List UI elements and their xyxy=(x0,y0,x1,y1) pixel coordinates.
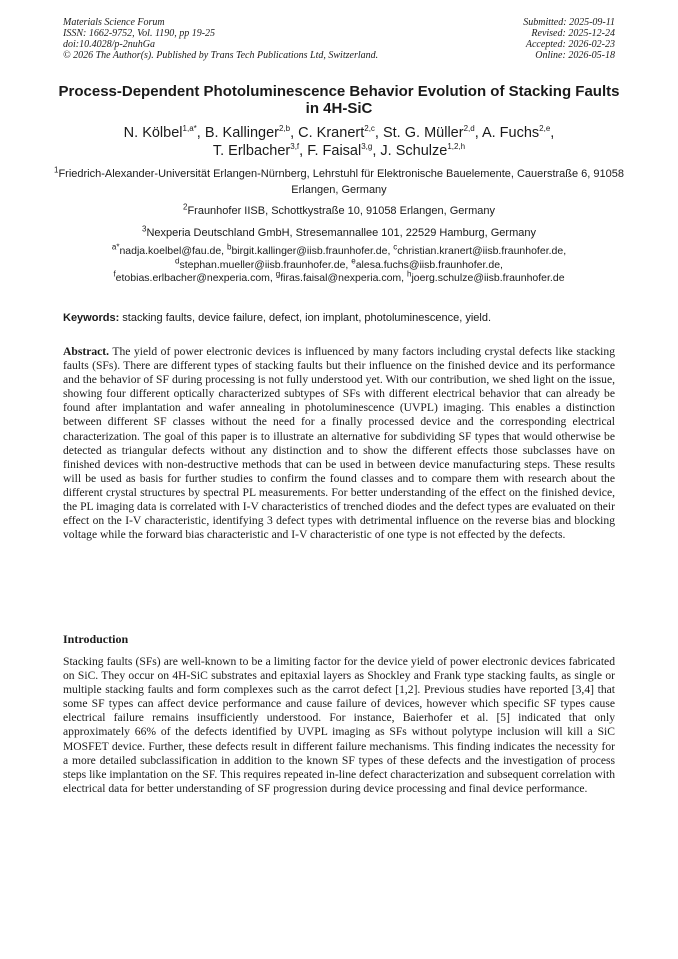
email-link[interactable]: $^g$firas.faisal@nexperia.com, xyxy=(275,269,407,284)
online-date: Online: 2026-05-18 xyxy=(535,50,615,61)
author: St. G. Müller$^{2,d}$ xyxy=(382,124,475,141)
journal-issn: ISSN: 1662-9752, Vol. 1190, pp 19-25 xyxy=(63,28,216,39)
revised-date: Revised: 2025-12-24 xyxy=(531,28,615,39)
affiliation: $^2$Fraunhofer IISB, Schottkystraße 10, 91058 Erlangen, Germany xyxy=(182,202,495,217)
author-list: N. Kölbel$^{1,a*}$, B. Kallinger$^{2,b}$, C. Kranert$^{2,c}$, St. G. Müller$^{2,d}$, A. Fuchs$^{2,e}$, T. Erlbacher$^{3,f}$, F. Faisal$^{3,g}$, J. Schulze$^{1,2,h}$ xyxy=(123,124,555,159)
journal-name: Materials Science Forum xyxy=(63,17,165,28)
author: A. Fuchs$^{2,e}$ xyxy=(481,124,551,141)
author: T. Erlbacher$^{3,f}$ xyxy=(212,142,300,159)
affiliation: $^3$Nexperia Deutschland GmbH, Stresemannallee 101, 22529 Hamburg, Germany xyxy=(142,224,536,239)
copyright-line: © 2026 The Author(s). Published by Trans Tech Publications Ltd, Switzerland. xyxy=(63,50,379,61)
introduction-text: Stacking faults (SFs) are well-known to be a limiting factor for the device yield of power electronic devices fabricated on SiC. They occur on 4H-SiC substrates and epitaxial layers as Shockley and Frank type stacking faults, as single or multiple stacking faults and form complexes such as the carrot defect [1,2]. Previous studies have reported [3,4] that some SF types can affect device performance and cause failure of devices, however which specific SF types cause electrical failure remains insufficiently understood. For instance, Baierhofer et al. [5] indicated that only approximately 66% of the defects identified by UVPL imaging as SFs without polytype inclusion will kill a SiC MOSFET device. Further, these defects result in different failure mechanisms. This finding indicates the necessity for a more detailed subclassification in addition to the known SF types of these defects and the investigation of process steps like implantation on the SF. This requires repeated in-line defect characterization and subsequent correlation with electrical data for better understanding of SF progression during device processing and final device performance. xyxy=(63,655,615,795)
journal-doi[interactable]: doi:10.4028/p-2nuhGa xyxy=(63,39,155,50)
author: C. Kranert$^{2,c}$ xyxy=(298,124,375,141)
email-link[interactable]: $^f$etobias.erlbacher@nexperia.com, xyxy=(113,269,276,284)
keywords-label: Keywords: xyxy=(63,312,120,324)
keywords-text: stacking faults, device failure, defect, ion implant, photoluminescence, yield. xyxy=(119,312,492,324)
email-link[interactable]: $^b$birgit.kallinger@iisb.fraunhofer.de, xyxy=(227,242,394,257)
author: F. Faisal$^{3,g}$ xyxy=(307,142,373,159)
email-link[interactable]: $^h$joerg.schulze@iisb.fraunhofer.de xyxy=(407,269,565,284)
email-link[interactable]: $^c$christian.kranert@iisb.fraunhofer.de, xyxy=(393,242,567,257)
abstract-label: Abstract. xyxy=(63,345,110,358)
email-list xyxy=(40,242,638,286)
author: B. Kallinger$^{2,b}$ xyxy=(204,124,291,141)
author: J. Schulze$^{1,2,h}$ xyxy=(380,142,466,159)
journal-header xyxy=(63,17,378,61)
author: N. Kölbel$^{1,a*}$ xyxy=(123,124,197,141)
abstract-text: The yield of power electronic devices is influenced by many factors including crystal defects like stacking faults (SFs). There are different types of stacking faults but their influence on the finished device and its performance and the behavior of SF during processing is not fully understood yet. With our contribution, we shed light on the issue, showing four different optically characterized subtypes of SFs with different electrical behavior that can already be found after implantation and wafer annealing in photoluminescence (UVPL) imaging. This enables a distinction between different SF classes without the need for a finally processed device and the corresponding electrical characterization. The goal of this paper is to illustrate an alternative for subdividing SF types that would otherwise be detected as triangular defects without any distinction and to show the different effects those subclasses have on finished devices with non-destructive methods that can be used in between device manufacturing steps. These results will be used as basis for further studies to confirm the found classes and to compare them with research about the different crystal structures by spectral PL measurements. For better understanding of the effect on the finished device, the PL imaging data is correlated with I-V characteristics of trenched diodes and the defect types are evaluated on their effect on the I-V characteristic, identifying 3 defect types with detrimental influence on the reverse bias and blocking voltage while the forward bias characteristic and I-V characteristic of one type is not effected by the defects. xyxy=(63,345,615,542)
dates-header xyxy=(523,17,615,61)
paper-title: Process-Dependent Photoluminescence Behavior Evolution of Stacking Faults in 4H-SiC xyxy=(58,83,620,117)
email-link[interactable]: $^d$stephan.mueller@iisb.fraunhofer.de, xyxy=(175,256,352,271)
section-heading: Introduction xyxy=(63,632,129,646)
email-link[interactable]: $^{a*}$nadja.koelbel@fau.de, xyxy=(111,242,228,257)
submitted-date: Submitted: 2025-09-11 xyxy=(523,17,615,28)
accepted-date: Accepted: 2026-02-23 xyxy=(525,39,615,50)
email-link[interactable]: $^e$alesa.fuchs@iisb.fraunhofer.de, xyxy=(351,256,503,271)
affiliation: $^1$Friedrich-Alexander-Universität Erlangen-Nürnberg, Lehrstuhl für Elektronische Bauelemente, Cauerstraße 6, 91058 Erlangen, Germany xyxy=(53,165,624,196)
abstract xyxy=(63,345,615,542)
keywords xyxy=(63,311,623,325)
